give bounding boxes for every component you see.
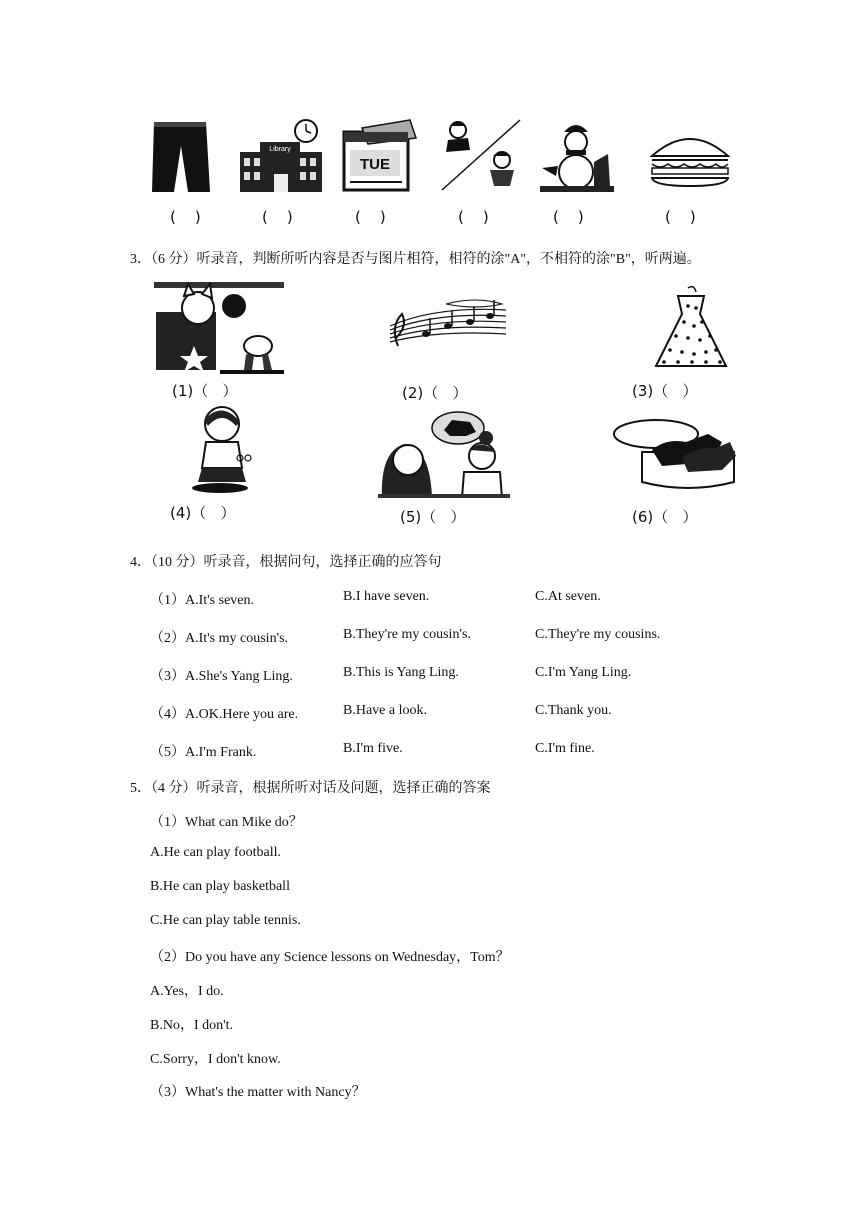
q4-option-b[interactable]: B.I have seven. <box>343 589 430 604</box>
shoe-box-icon <box>612 412 738 492</box>
q3-label-1[interactable]: (1)（ ） <box>172 382 238 400</box>
library-icon <box>236 116 326 196</box>
q5-question-2: （2）Do you have any Science lessons on Wednesday，Tom？ <box>150 950 510 965</box>
girl-glasses-icon <box>184 404 256 494</box>
cat-dog-ball-icon <box>154 282 284 374</box>
q4-option-b[interactable]: B.Have a look. <box>343 703 427 718</box>
q5-option[interactable]: A.Yes，I do. <box>150 984 224 999</box>
q4-option-c[interactable]: C.I'm Yang Ling. <box>535 665 632 680</box>
q4-option-a[interactable]: （1）A.It's seven. <box>150 593 255 608</box>
answer-paren-5[interactable]: ( ) <box>553 208 584 226</box>
snowman-icon <box>536 116 618 194</box>
q3-label-4[interactable]: (4)（ ） <box>170 504 236 522</box>
q4-option-b[interactable]: B.This is Yang Ling. <box>343 665 459 680</box>
calendar-text: TUE <box>360 156 390 173</box>
q5-option[interactable]: A.He can play football. <box>150 845 282 860</box>
q4-option-c[interactable]: C.I'm fine. <box>535 741 595 756</box>
dress-icon <box>650 286 732 372</box>
q4-option-c[interactable]: C.Thank you. <box>535 703 612 718</box>
q4-title: 4．（10 分）听录音，根据问句，选择正确的应答句 <box>130 555 442 570</box>
q4-option-a[interactable]: （3）A.She's Yang Ling. <box>150 669 293 684</box>
q5-title: 5．（4 分）听录音，根据所听对话及问题，选择正确的答案 <box>130 781 491 796</box>
q3-label-3[interactable]: (3)（ ） <box>632 382 698 400</box>
calendar-icon <box>340 118 420 194</box>
q3-label-5[interactable]: (5)（ ） <box>400 508 466 526</box>
q4-option-a[interactable]: （2）A.It's my cousin's. <box>150 631 289 646</box>
q5-option[interactable]: C.Sorry，I don't know. <box>150 1052 281 1067</box>
answer-paren-2[interactable]: ( ) <box>262 208 293 226</box>
q4-option-c[interactable]: C.At seven. <box>535 589 601 604</box>
q4-option-b[interactable]: B.I'm five. <box>343 741 403 756</box>
q4-option-a[interactable]: （4）A.OK.Here you are. <box>150 707 299 722</box>
hamburger-icon <box>646 126 738 190</box>
q5-question-1: （1）What can Mike do？ <box>150 815 303 830</box>
pants-icon <box>148 118 214 196</box>
q4-option-b[interactable]: B.They're my cousin's. <box>343 627 471 642</box>
q3-label-6[interactable]: (6)（ ） <box>632 508 698 526</box>
two-girls-cat-icon <box>378 408 510 498</box>
answer-paren-1[interactable]: ( ) <box>170 208 201 226</box>
answer-paren-6[interactable]: ( ) <box>665 208 696 226</box>
answer-paren-3[interactable]: ( ) <box>355 208 386 226</box>
q5-option[interactable]: B.No，I don't. <box>150 1018 234 1033</box>
q4-option-c[interactable]: C.They're my cousins. <box>535 627 661 642</box>
q4-option-a[interactable]: （5）A.I'm Frank. <box>150 745 257 760</box>
q5-option[interactable]: C.He can play table tennis. <box>150 913 301 928</box>
q5-question-3: （3）What's the matter with Nancy？ <box>150 1085 366 1100</box>
q5-option[interactable]: B.He can play basketball <box>150 879 290 894</box>
q3-label-2[interactable]: (2)（ ） <box>402 384 468 402</box>
q3-title: 3．（6 分）听录音，判断所听内容是否与图片相符，相符的涂"A"，不相符的涂"B"，听两遍。 <box>130 252 701 267</box>
kids-playing-icon <box>436 116 524 194</box>
answer-paren-4[interactable]: ( ) <box>458 208 489 226</box>
library-sign: Library <box>269 146 291 153</box>
music-notes-icon <box>386 296 510 358</box>
